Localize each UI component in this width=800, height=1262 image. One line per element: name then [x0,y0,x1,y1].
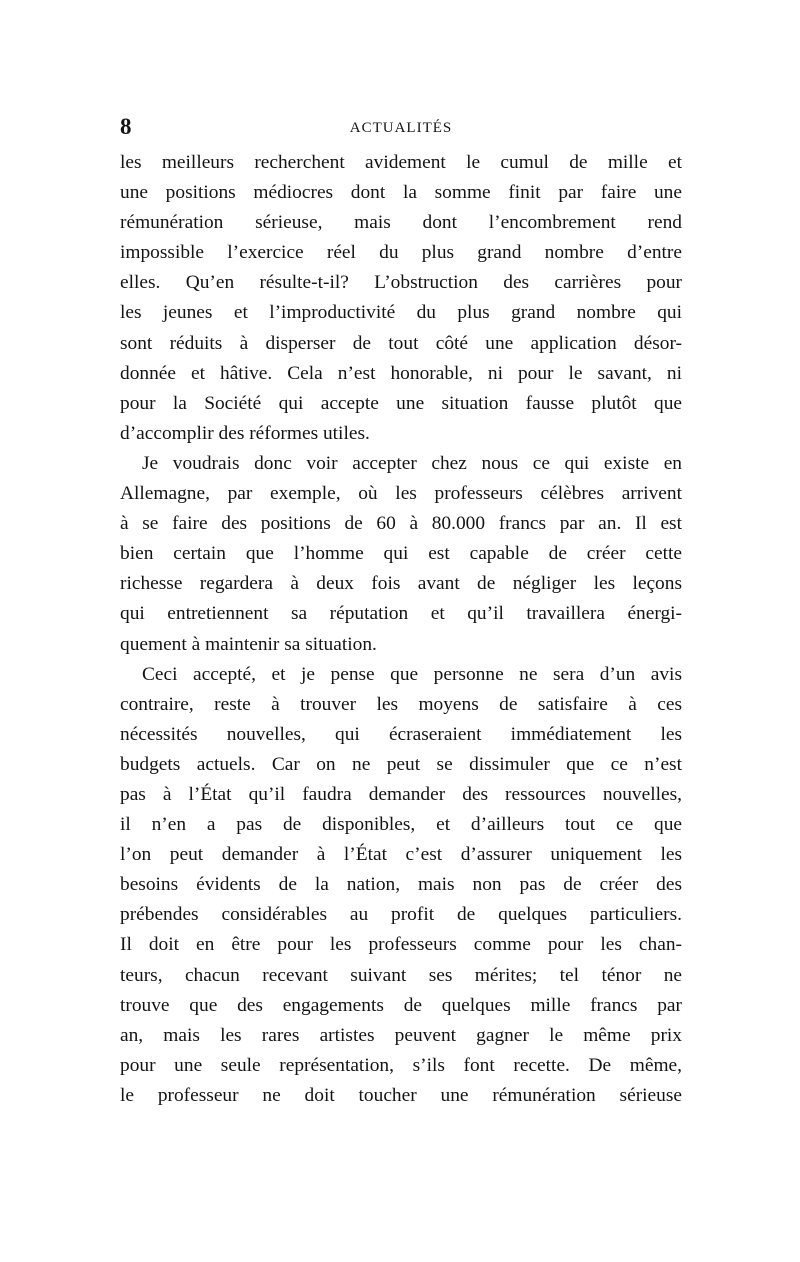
text-line: impossible l’exercice réel du plus grand nombre d’entre [120,242,682,264]
text-line: l’on peut demander à l’État c’est d’assurer uniquement les [120,844,682,866]
text-line: il n’en a pas de disponibles, et d’ailleurs tout ce que [120,814,682,836]
paragraph-start-line: Ceci accepté, et je pense que personne ne sera d’un avis [142,663,682,685]
text-line: rémunération sérieuse, mais dont l’encombrement rend [120,212,682,234]
text-line: richesse regardera à deux fois avant de négliger les leçons [120,573,682,595]
text-line: pour la Société qui accepte une situation fausse plutôt que [120,392,682,414]
text-line: les jeunes et l’improductivité du plus grand nombre qui [120,302,682,324]
text-line: le professeur ne doit toucher une rémunération sérieuse [120,1084,682,1106]
text-line: les meilleurs recherchent avidement le cumul de mille et [120,152,682,173]
text-line: pas à l’État qu’il faudra demander des ressources nouvelles, [120,783,682,805]
text-line: Il doit en être pour les professeurs comme pour les chan- [120,934,682,956]
text-line: bien certain que l’homme qui est capable de créer cette [120,543,682,565]
text-line: à se faire des positions de 60 à 80.000 francs par an. Il est [120,513,682,535]
body-text [120,148,682,1111]
running-head [120,112,682,142]
text-line: an, mais les rares artistes peuvent gagner le même prix [120,1024,682,1046]
paragraph-end-line: quement à maintenir sa situation. [120,633,377,655]
text-line: sont réduits à disperser de tout côté une application désor- [120,332,682,354]
text-line: Allemagne, par exemple, où les professeurs célèbres arrivent [120,483,682,505]
paragraph-start-line: Je voudrais donc voir accepter chez nous ce qui existe en [142,452,682,474]
text-line: prébendes considérables au profit de quelques particuliers. [120,904,682,926]
text-line: contraire, reste à trouver les moyens de satisfaire à ces [120,693,682,715]
text-line: une positions médiocres dont la somme finit par faire une [120,182,682,204]
text-line: donnée et hâtive. Cela n’est honorable, ni pour le savant, ni [120,362,682,384]
paragraph-end-line: d’accomplir des réformes utiles. [120,422,370,444]
text-line: teurs, chacun recevant suivant ses mérites; tel ténor ne [120,964,682,986]
page-number: 8 [120,114,132,139]
text-line: trouve que des engagements de quelques mille francs par [120,994,682,1016]
running-title: ACTUALITÉS [349,120,453,136]
text-line: besoins évidents de la nation, mais non pas de créer des [120,874,682,896]
text-line: pour une seule représentation, s’ils font recette. De même, [120,1054,682,1076]
text-line: elles. Qu’en résulte-t-il? L’obstruction des carrières pour [120,272,682,294]
text-line: qui entretiennent sa réputation et qu’il travaillera énergi- [120,603,682,625]
text-line: budgets actuels. Car on ne peut se dissimuler que ce n’est [120,753,682,775]
text-line: nécessités nouvelles, qui écraseraient immédiatement les [120,723,682,745]
